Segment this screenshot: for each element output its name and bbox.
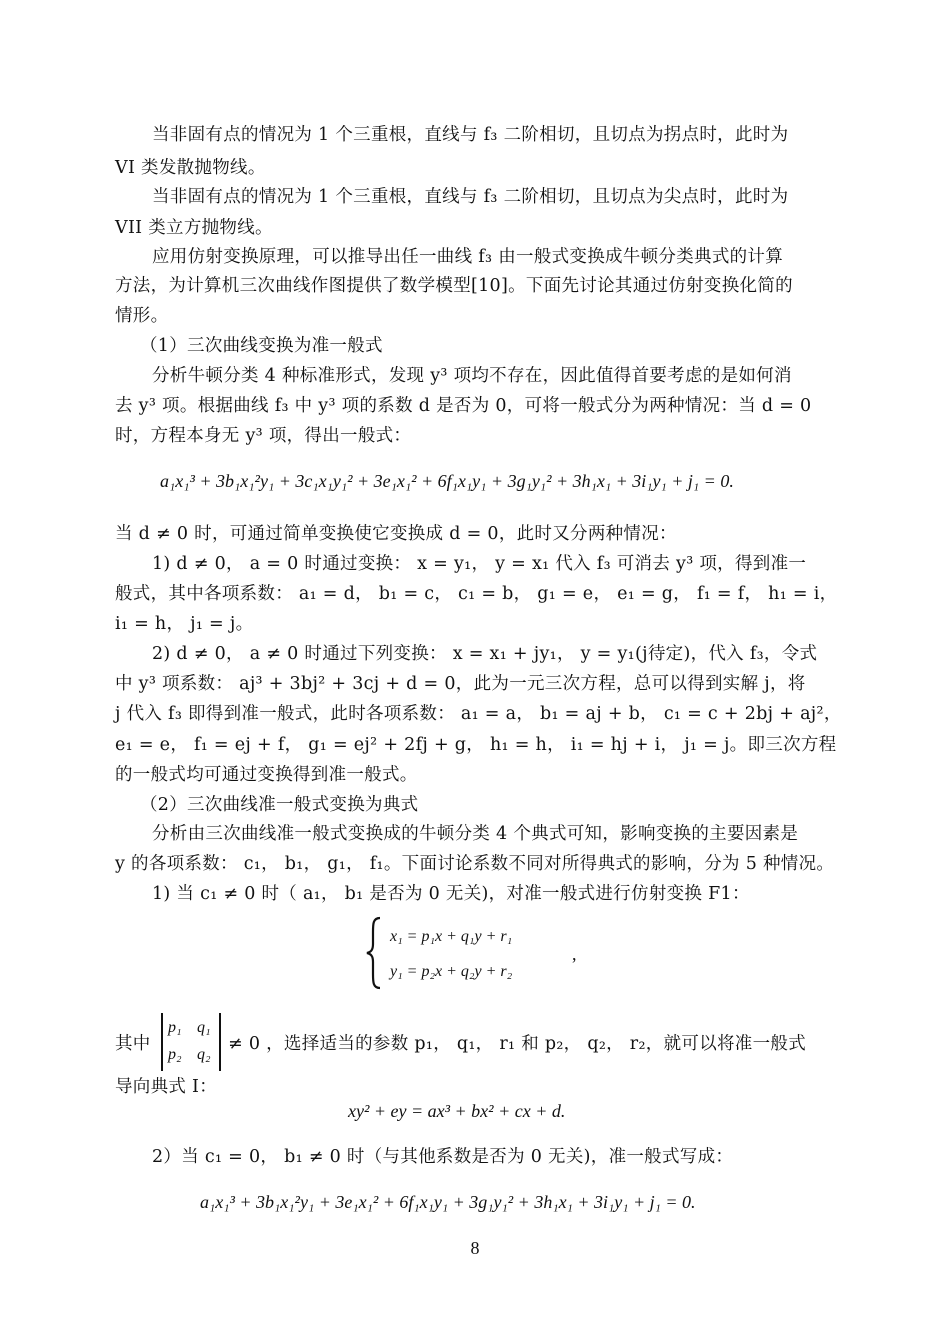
paragraph-line: 2）当 c₁ = 0， b₁ ≠ 0 时（与其他系数是否为 0 无关)，准一般式写成：: [152, 1147, 734, 1167]
paragraph-line: y 的各项系数： c₁， b₁， g₁， f₁。下面讨论系数不同对所得典式的影响，分为 5 种情况。: [115, 854, 835, 874]
paragraph-line: ≠ 0 ，选择适当的参数 p₁， q₁， r₁ 和 p₂， q₂， r₂，就可以将准一般式: [228, 1034, 806, 1054]
det-entry: p₂: [168, 1046, 182, 1063]
page-number: 8: [470, 1238, 480, 1258]
paragraph-line: VI 类发散抛物线。: [115, 158, 266, 178]
paragraph-line: 1) d ≠ 0， a = 0 时通过变换： x = y₁， y = x₁ 代入 f₃ 可消去 y³ 项，得到准一: [152, 554, 807, 574]
paragraph-line: 分析牛顿分类 4 种标准形式，发现 y³ 项均不存在，因此值得首要考虑的是如何消: [152, 366, 792, 386]
paragraph-line: 导向典式 I：: [115, 1077, 218, 1097]
paragraph-line: 其中: [115, 1034, 151, 1054]
section-heading: （1）三次曲线变换为准一般式: [140, 336, 383, 356]
paragraph-line: 般式，其中各项系数： a₁ = d， b₁ = c， c₁ = b， g₁ = e， e₁ = g， f₁ = f， h₁ = i，: [115, 584, 838, 604]
paragraph-line: VII 类立方抛物线。: [115, 218, 273, 238]
paragraph-line: 应用仿射变换原理，可以推导出任一曲线 f₃ 由一般式变换成牛顿分类典式的计算: [152, 247, 784, 267]
system-comma: ,: [572, 944, 577, 964]
det-entry: q₂: [197, 1046, 211, 1063]
paragraph-line: 当非固有点的情况为 1 个三重根，直线与 f₃ 二阶相切，且切点为拐点时，此时为: [152, 125, 789, 145]
paragraph-line: 2) d ≠ 0， a ≠ 0 时通过下列变换： x = x₁ + jy₁， y = y₁(j待定)，代入 f₃，令式: [152, 644, 818, 664]
paragraph-line: 分析由三次曲线准一般式变换成的牛顿分类 4 个典式可知，影响变换的主要因素是: [152, 824, 799, 844]
paragraph-line: 当 d ≠ 0 时，可通过简单变换使它变换成 d = 0，此时又分两种情况：: [115, 524, 677, 544]
equation-canonical-form-I: xy² + ey = ax³ + bx² + cx + d.: [348, 1101, 566, 1121]
system-equation-2: y₁ = p₂x + q₂y + r₂: [390, 963, 513, 980]
paragraph-line: 去 y³ 项。根据曲线 f₃ 中 y³ 项的系数 d 是否为 0，可将一般式分为两种情况：当 d = 0: [115, 396, 812, 416]
equation-quasi-general-form: a₁x₁³ + 3b₁x₁²y₁ + 3e₁x₁² + 6f₁x₁y₁ + 3g₁y₁² + 3h₁x₁ + 3i₁y₁ + j₁ = 0.: [200, 1192, 696, 1212]
paragraph-line: 时，方程本身无 y³ 项，得出一般式：: [115, 426, 412, 446]
system-equation-1: x₁ = p₁x + q₁y + r₁: [390, 928, 513, 945]
paragraph-line: 的一般式均可通过变换得到准一般式。: [115, 765, 418, 785]
equation-general-form: a₁x₁³ + 3b₁x₁²y₁ + 3c₁x₁y₁² + 3e₁x₁² + 6f₁x₁y₁ + 3g₁y₁² + 3h₁x₁ + 3i₁y₁ + j₁ = 0.: [160, 471, 734, 491]
section-heading: （2）三次曲线准一般式变换为典式: [140, 795, 419, 815]
paragraph-line: i₁ = h， j₁ = j。: [115, 614, 254, 634]
paragraph-line: 当非固有点的情况为 1 个三重根，直线与 f₃ 二阶相切，且切点为尖点时，此时为: [152, 187, 789, 207]
determinant: [161, 1013, 221, 1071]
left-brace-icon: [364, 916, 384, 990]
det-entry: p₁: [168, 1019, 182, 1036]
paragraph-line: e₁ = e， f₁ = ej + f， g₁ = ej² + 2fj + g， h₁ = h， i₁ = hj + i， j₁ = j。即三次方程: [115, 735, 837, 755]
paragraph-line: 方法，为计算机三次曲线作图提供了数学模型[10]。下面先讨论其通过仿射变换化简的: [115, 276, 793, 296]
paragraph-line: 情形。: [115, 306, 169, 326]
paragraph-line: j 代入 f₃ 即得到准一般式，此时各项系数： a₁ = a， b₁ = aj + b， c₁ = c + 2bj + aj²，: [115, 704, 842, 724]
det-entry: q₁: [197, 1019, 211, 1036]
paragraph-line: 中 y³ 项系数： aj³ + 3bj² + 3cj + d = 0，此为一元三次方程，总可以得到实解 j，将: [115, 674, 806, 694]
paragraph-line: 1) 当 c₁ ≠ 0 时（ a₁， b₁ 是否为 0 无关)，对准一般式进行仿射变换 F1：: [152, 884, 750, 904]
